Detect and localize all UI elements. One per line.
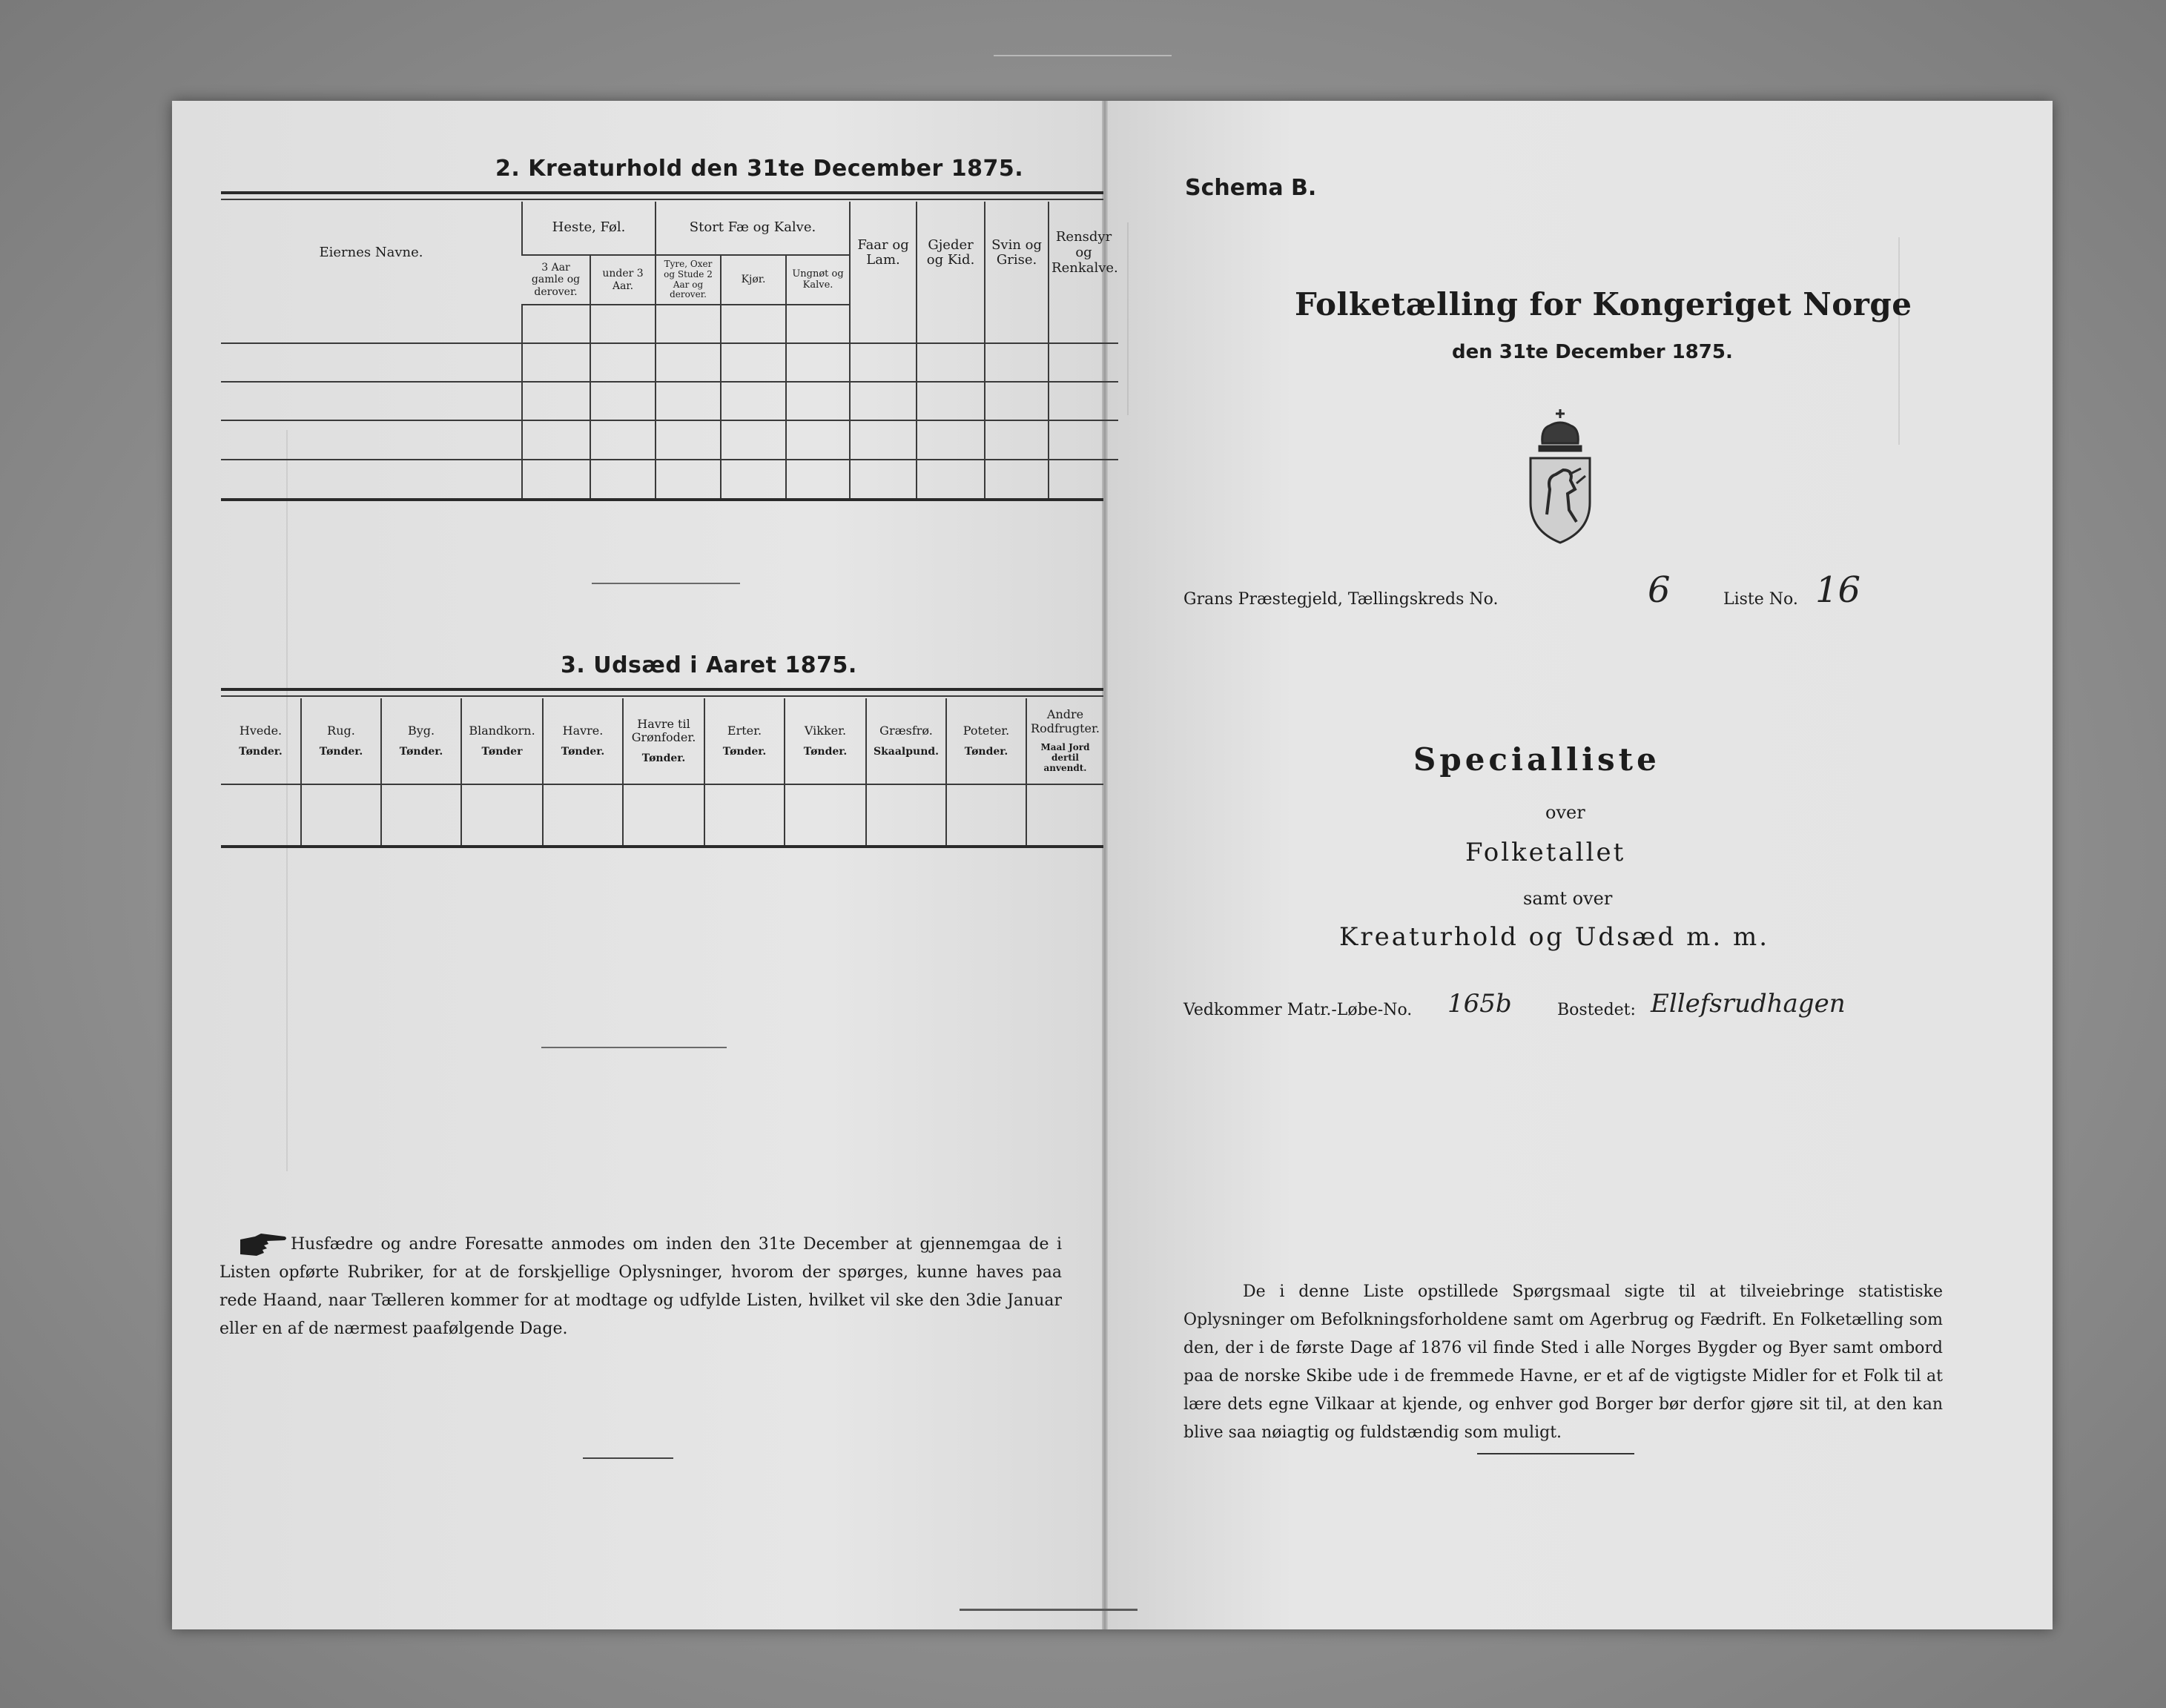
crop-name: Erter.	[727, 724, 762, 738]
crop-unit: Tønder.	[803, 745, 848, 758]
table-row	[221, 784, 1103, 847]
cattle-header: Stort Fæ og Kalve.	[656, 202, 850, 255]
crop-cell	[946, 784, 1026, 847]
livestock-table	[221, 202, 1118, 500]
crop-cell	[1026, 784, 1103, 847]
table-row	[221, 305, 1118, 343]
folketallet-text: Folketallet	[1465, 838, 1626, 867]
crop-cell	[461, 784, 543, 847]
crop-unit: Tønder.	[399, 745, 443, 758]
crop-header-9	[946, 698, 1026, 784]
matr-label: Vedkommer Matr.-Løbe-No.	[1183, 1001, 1413, 1019]
crop-name: Poteter.	[963, 724, 1010, 738]
kreaturhold-text: Kreaturhold og Udsæd m. m.	[1339, 922, 1770, 952]
table1-top-rule	[221, 191, 1103, 194]
crop-cell	[301, 784, 381, 847]
bosted-value: Ellefsrudhagen	[1651, 989, 1846, 1019]
cattle-cows-header: Kjør.	[721, 255, 786, 304]
crop-name: Andre Rodfrugter.	[1031, 707, 1100, 735]
horses-3plus-header: 3 Aar gamle og derover.	[522, 255, 590, 304]
special-list-title: Specialliste	[1413, 741, 1660, 778]
crop-unit: Tønder.	[964, 745, 1008, 758]
crop-unit: Tønder.	[722, 745, 767, 758]
crop-name: Byg.	[407, 724, 435, 738]
notice-paragraph	[219, 1231, 1062, 1343]
bleed-through-text	[1898, 237, 2033, 445]
divider-dash	[583, 1457, 673, 1459]
section2-title: 2. Kreaturhold den 31te December 1875.	[495, 156, 1024, 182]
samt-over-text: samt over	[1523, 888, 1613, 909]
crop-header-0	[221, 698, 301, 784]
crop-unit: Tønder.	[561, 745, 605, 758]
parish-line	[1183, 590, 1498, 609]
crop-header-4	[543, 698, 623, 784]
crop-cell	[381, 784, 461, 847]
bottom-edge-mark	[960, 1609, 1138, 1611]
table2-bottom-rule	[221, 845, 1103, 848]
schema-label: Schema B.	[1185, 175, 1317, 201]
table-row	[221, 460, 1118, 500]
district-label: Tællingskreds No.	[1347, 590, 1499, 609]
cattle-bulls-header: Tyre, Oxer og Stude 2 Aar og derover.	[656, 255, 721, 304]
crop-header-1	[301, 698, 381, 784]
crop-unit: Tønder.	[239, 745, 283, 758]
table2-top-rule-inner	[221, 695, 1103, 697]
crop-header-2	[381, 698, 461, 784]
crop-unit: Tønder	[481, 745, 523, 758]
explanation-paragraph: De i denne Liste opstillede Spørgsmaal sigte til at tilveiebringe statistiske Oplysninger om Befolkningsforholdene samt om Agerbrug og Fædrift. En Folketælling som den, der i de første Dage af 1876 vil finde Sted i alle Norges Bygder og Byer samt ombord paa de norske Skibe ude i de fremmede Havne, er et af de vigtigste Midler for et Folk til at lære dets egne Vilkaar at kjende, og enhver god Borger bør derfor gjøre sit til, at den kan blive saa nøiagtig og fuldstændig som muligt.	[1183, 1282, 1943, 1442]
reindeer-header: Rensdyr og Renkalve.	[1049, 202, 1118, 305]
page-title: Folketælling for Kongeriget Norge	[1295, 286, 1912, 322]
norway-coat-of-arms-icon	[1525, 406, 1596, 546]
list-label: Liste No.	[1723, 590, 1798, 609]
district-value: 6	[1648, 569, 1671, 611]
owner-header	[221, 202, 522, 305]
table-row	[221, 420, 1118, 459]
crop-unit: Skaalpund.	[873, 745, 940, 758]
crop-unit: Tønder.	[641, 752, 686, 764]
crop-unit: Maal Jord dertil anvendt.	[1040, 742, 1090, 773]
crop-cell	[543, 784, 623, 847]
table2-top-rule	[221, 688, 1103, 691]
crop-name: Hvede.	[239, 724, 283, 738]
notice-text: Husfædre og andre Foresatte anmodes om inden den 31te December at gjennemgaa de i Listen opførte Rubriker, for at de forskjellige Oplysninger, hvorom der spørges, kunne haves paa rede Haand, naar Tælleren kommer for at modtage og udfylde Listen, hvilket vil ske den 3die Januar eller en af de nærmest paafølgende Dage.	[219, 1235, 1062, 1338]
matr-value: 165b	[1447, 989, 1512, 1019]
goats-header: Gjeder og Kid.	[917, 202, 985, 305]
census-date: den 31te December 1875.	[1452, 341, 1733, 363]
divider-dash	[592, 583, 740, 584]
top-edge-mark	[994, 55, 1172, 56]
crop-name: Vikker.	[804, 724, 847, 738]
horses-header: Heste, Føl.	[522, 202, 656, 255]
crop-name: Rug.	[327, 724, 355, 738]
crop-header-row	[221, 698, 1103, 784]
crop-unit: Tønder.	[319, 745, 363, 758]
crop-header-7	[785, 698, 866, 784]
section3-title: 3. Udsæd i Aaret 1875.	[561, 652, 857, 678]
pigs-header: Svin og Grise.	[985, 202, 1049, 305]
crop-header-8	[866, 698, 946, 784]
table1-top-rule-inner	[221, 199, 1103, 200]
crop-header-5	[623, 698, 704, 784]
crop-header-6	[704, 698, 785, 784]
over-text: over	[1545, 802, 1585, 823]
crop-header-10	[1026, 698, 1103, 784]
table-row	[221, 343, 1118, 382]
horses-under3-header: under 3 Aar.	[590, 255, 656, 304]
table1-bottom-rule	[221, 498, 1103, 501]
crop-cell	[785, 784, 866, 847]
crop-name: Blandkorn.	[469, 724, 535, 738]
crop-cell	[623, 784, 704, 847]
bosted-label: Bostedet:	[1557, 1001, 1636, 1019]
list-value: 16	[1815, 569, 1861, 611]
crop-cell	[221, 784, 301, 847]
crop-name: Havre.	[562, 724, 604, 738]
table-row	[221, 382, 1118, 420]
crop-name: Græsfrø.	[879, 724, 933, 738]
crop-header-3	[461, 698, 543, 784]
cattle-young-header: Ungnøt og Kalve.	[786, 255, 850, 304]
owner-header-label: Eiernes Navne.	[319, 245, 423, 260]
sowing-table	[221, 698, 1103, 847]
crop-cell	[704, 784, 785, 847]
parish-label: Grans Præstegjeld,	[1183, 590, 1343, 609]
divider-dash	[1477, 1453, 1634, 1454]
crop-name: Havre til Grønfoder.	[631, 717, 696, 745]
divider-dash	[541, 1047, 727, 1048]
crop-cell	[866, 784, 946, 847]
sheep-header: Faar og Lam.	[850, 202, 917, 305]
